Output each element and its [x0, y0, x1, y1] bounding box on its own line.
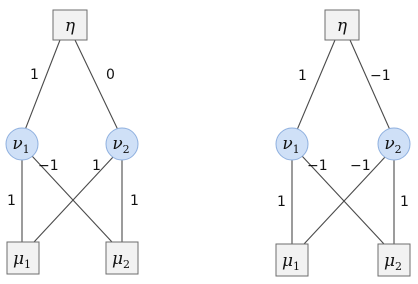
edge-eta-nu2: [75, 40, 118, 130]
svg-text:μ1: $\mu_1$: [12, 249, 32, 271]
weight-eta-nu1: 1: [30, 67, 39, 83]
node-nu2: [378, 128, 410, 160]
node-nu1: [6, 128, 38, 160]
node-mu2: [106, 242, 138, 274]
weight-eta-nu1: 1: [298, 68, 307, 84]
weight-nu2-mu2: 1: [130, 193, 139, 209]
svg-text:ν1: $\nu_1$: [282, 134, 300, 156]
diagram-left: [6, 10, 139, 274]
node-eta: [325, 10, 359, 40]
weight-nu1-mu1: 1: [7, 193, 16, 209]
weight-nu1-mu2: −1: [307, 158, 328, 174]
weight-nu1-mu1: 1: [277, 194, 286, 210]
svg-text:η: η: [336, 16, 348, 36]
weight-nu2-mu1: 1: [92, 158, 101, 174]
edge-eta-nu1: [297, 40, 335, 130]
svg-text:μ2: $\mu_2$: [383, 251, 403, 273]
svg-text:μ1: $\mu_1$: [281, 251, 301, 273]
weight-eta-nu2: 0: [106, 67, 115, 83]
svg-text:ν1: $\nu_1$: [12, 134, 30, 156]
node-nu1: [276, 128, 308, 160]
diagram-right: [276, 10, 410, 276]
weight-nu2-mu2: 1: [400, 194, 409, 210]
edge-eta-nu2: [350, 40, 390, 130]
svg-text:μ2: $\mu_2$: [111, 249, 131, 271]
svg-text:ν2: $\nu_2$: [384, 134, 402, 156]
edge-eta-nu1: [25, 40, 60, 130]
weight-eta-nu2: −1: [370, 68, 391, 84]
node-mu2: [378, 244, 410, 276]
node-mu1: [276, 244, 308, 276]
svg-text:η: η: [64, 16, 76, 36]
node-eta: [53, 10, 87, 40]
svg-text:ν2: $\nu_2$: [112, 134, 130, 156]
node-nu2: [106, 128, 138, 160]
weight-nu1-mu2: −1: [38, 158, 59, 174]
node-mu1: [7, 242, 39, 274]
weight-nu2-mu1: −1: [350, 158, 371, 174]
